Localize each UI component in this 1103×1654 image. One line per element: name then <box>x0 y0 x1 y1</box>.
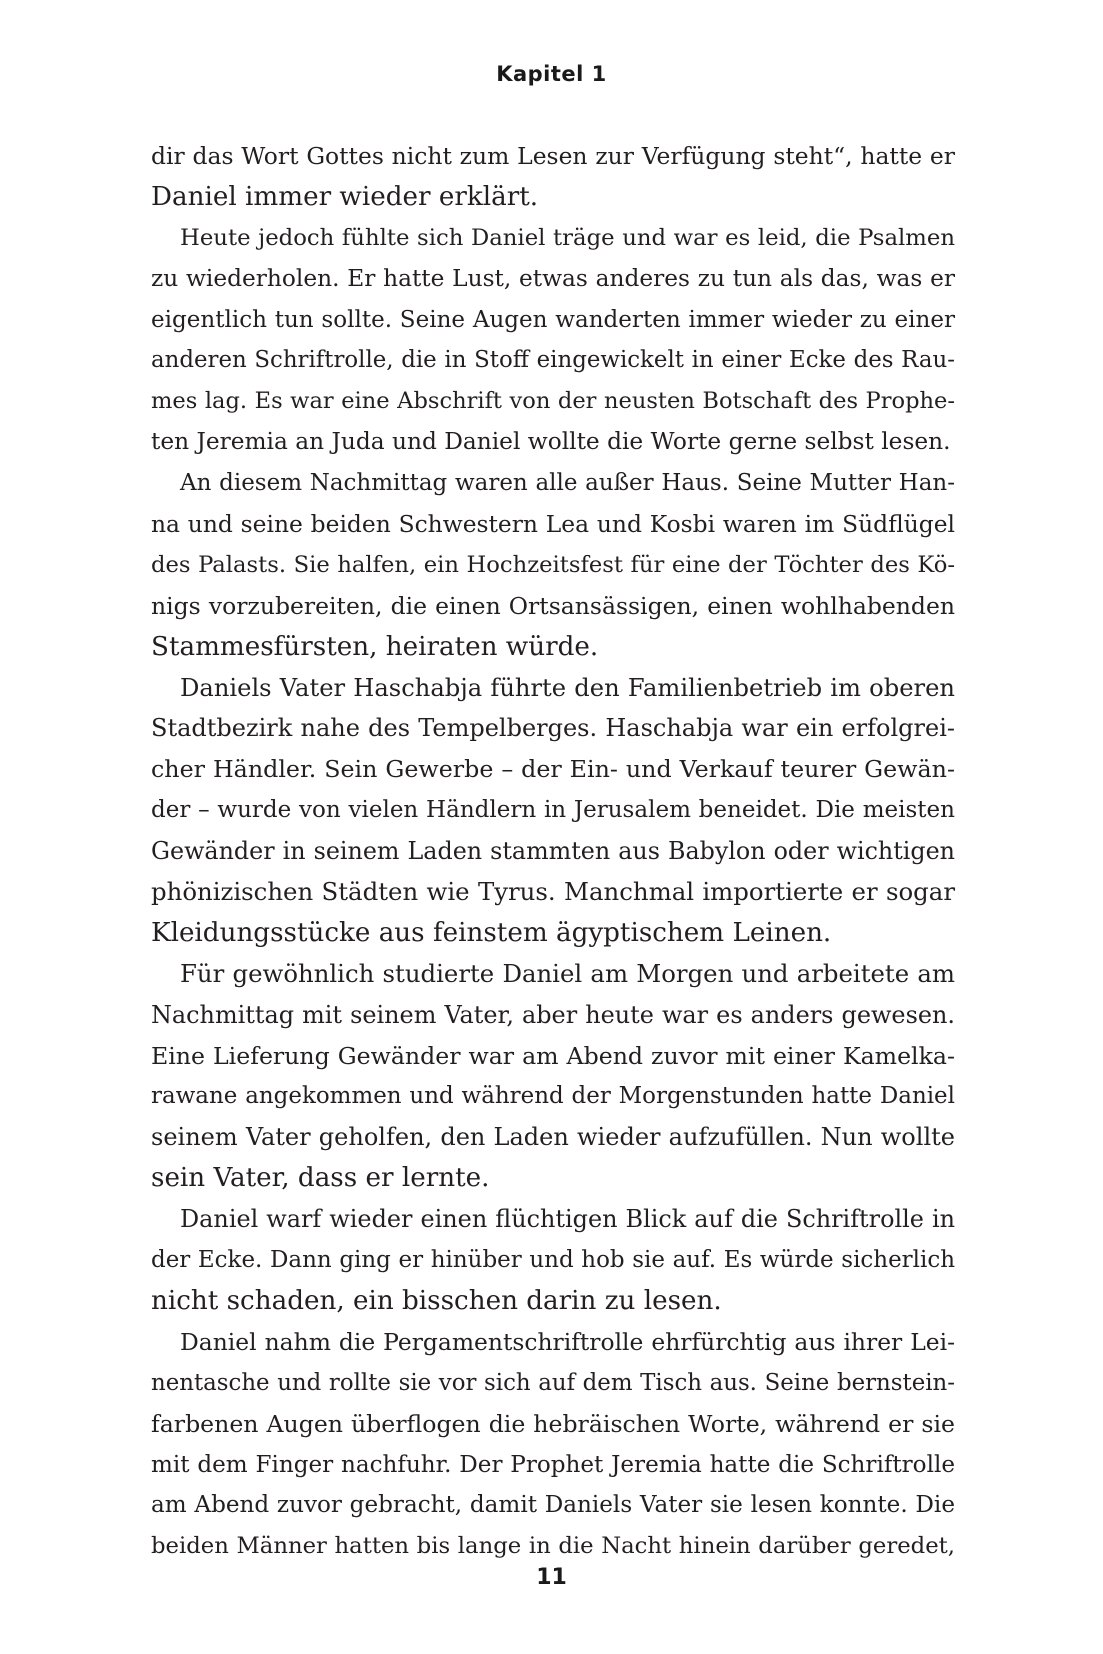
text-line: nicht schaden, ein bisschen darin zu lesen. <box>151 1285 722 1316</box>
text-line: am Abend zuvor gebracht, damit Daniels Vater sie lesen konnte. Die <box>151 1492 955 1519</box>
text-line: Gewänder in seinem Laden stammten aus Babylon oder wichtigen <box>151 837 955 866</box>
text-line: rawane angekommen und während der Morgenstunden hatte Daniel <box>151 1083 955 1110</box>
body-text <box>151 136 955 1567</box>
text-line: beiden Männer hatten bis lange in die Nacht hinein darüber geredet, <box>151 1533 955 1560</box>
text-line: der – wurde von vielen Händlern in Jerusalem beneidet. Die meisten <box>151 797 955 824</box>
running-head: Kapitel 1 <box>496 62 607 86</box>
text-line: mit dem Finger nachfuhr. Der Prophet Jeremia hatte die Schriftrolle <box>151 1451 955 1478</box>
text-line: Heute jedoch fühlte sich Daniel träge und war es leid, die Psalmen <box>180 224 955 251</box>
text-line: der Ecke. Dann ging er hinüber und hob sie auf. Es würde sicherlich <box>151 1247 955 1274</box>
text-line: sein Vater, dass er lernte. <box>151 1163 490 1194</box>
text-line: Daniel immer wieder erklärt. <box>151 181 539 212</box>
text-line: zu wiederholen. Er hatte Lust, etwas anderes zu tun als das, was er <box>151 264 955 292</box>
text-line: Stammesfürsten, heiraten würde. <box>151 631 599 662</box>
text-line: dir das Wort Gottes nicht zum Lesen zur Verfügung steht“, hatte er <box>151 142 955 170</box>
text-line: Nachmittag mit seinem Vater, aber heute war es anders gewesen. <box>151 1000 955 1029</box>
text-line: ten Jeremia an Juda und Daniel wollte die Worte gerne selbst lesen. <box>151 428 951 456</box>
text-line: nentasche und rollte sie vor sich auf dem Tisch aus. Seine bernstein- <box>151 1369 955 1396</box>
text-line: Für gewöhnlich studierte Daniel am Morgen und arbeitete am <box>180 958 955 988</box>
text-line: phönizischen Städten wie Tyrus. Manchmal importierte er sogar <box>151 877 955 907</box>
text-line: eigentlich tun sollte. Seine Augen wanderten immer wieder zu einer <box>151 306 955 333</box>
text-line: Stadtbezirk nahe des Tempelberges. Haschabja war ein erfolgrei- <box>151 714 955 743</box>
text-line: Daniels Vater Haschabja führte den Familienbetrieb im oberen <box>180 673 955 702</box>
page-number: 11 <box>536 1565 567 1590</box>
text-line: na und seine beiden Schwestern Lea und Kosbi waren im Südflügel <box>151 510 955 539</box>
text-line: cher Händler. Sein Gewerbe – der Ein- und Verkauf teurer Gewän- <box>151 755 955 784</box>
text-line: farbenen Augen überflogen die hebräischen Worte, während er sie <box>151 1409 955 1438</box>
text-line: seinem Vater geholfen, den Laden wieder aufzufüllen. Nun wollte <box>151 1123 955 1152</box>
text-line: nigs vorzubereiten, die einen Ortsansässigen, einen wohlhabenden <box>151 591 955 620</box>
text-line: Kleidungsstücke aus feinstem ägyptischem Leinen. <box>151 917 832 948</box>
text-line: Daniel nahm die Pergamentschriftrolle ehrfürchtig aus ihrer Lei- <box>180 1327 955 1356</box>
text-line: anderen Schriftrolle, die in Stoff eingewickelt in einer Ecke des Rau- <box>151 347 955 374</box>
text-line: mes lag. Es war eine Abschrift von der neusten Botschaft des Prophe- <box>151 388 955 415</box>
text-line: Daniel warf wieder einen flüchtigen Blick auf die Schriftrolle in <box>180 1205 955 1234</box>
text-line: Eine Lieferung Gewänder war am Abend zuvor mit einer Kamelka- <box>151 1041 955 1070</box>
text-line: des Palasts. Sie halfen, ein Hochzeitsfest für eine der Töchter des Kö- <box>151 551 955 578</box>
text-line: An diesem Nachmittag waren alle außer Haus. Seine Mutter Han- <box>180 470 955 497</box>
